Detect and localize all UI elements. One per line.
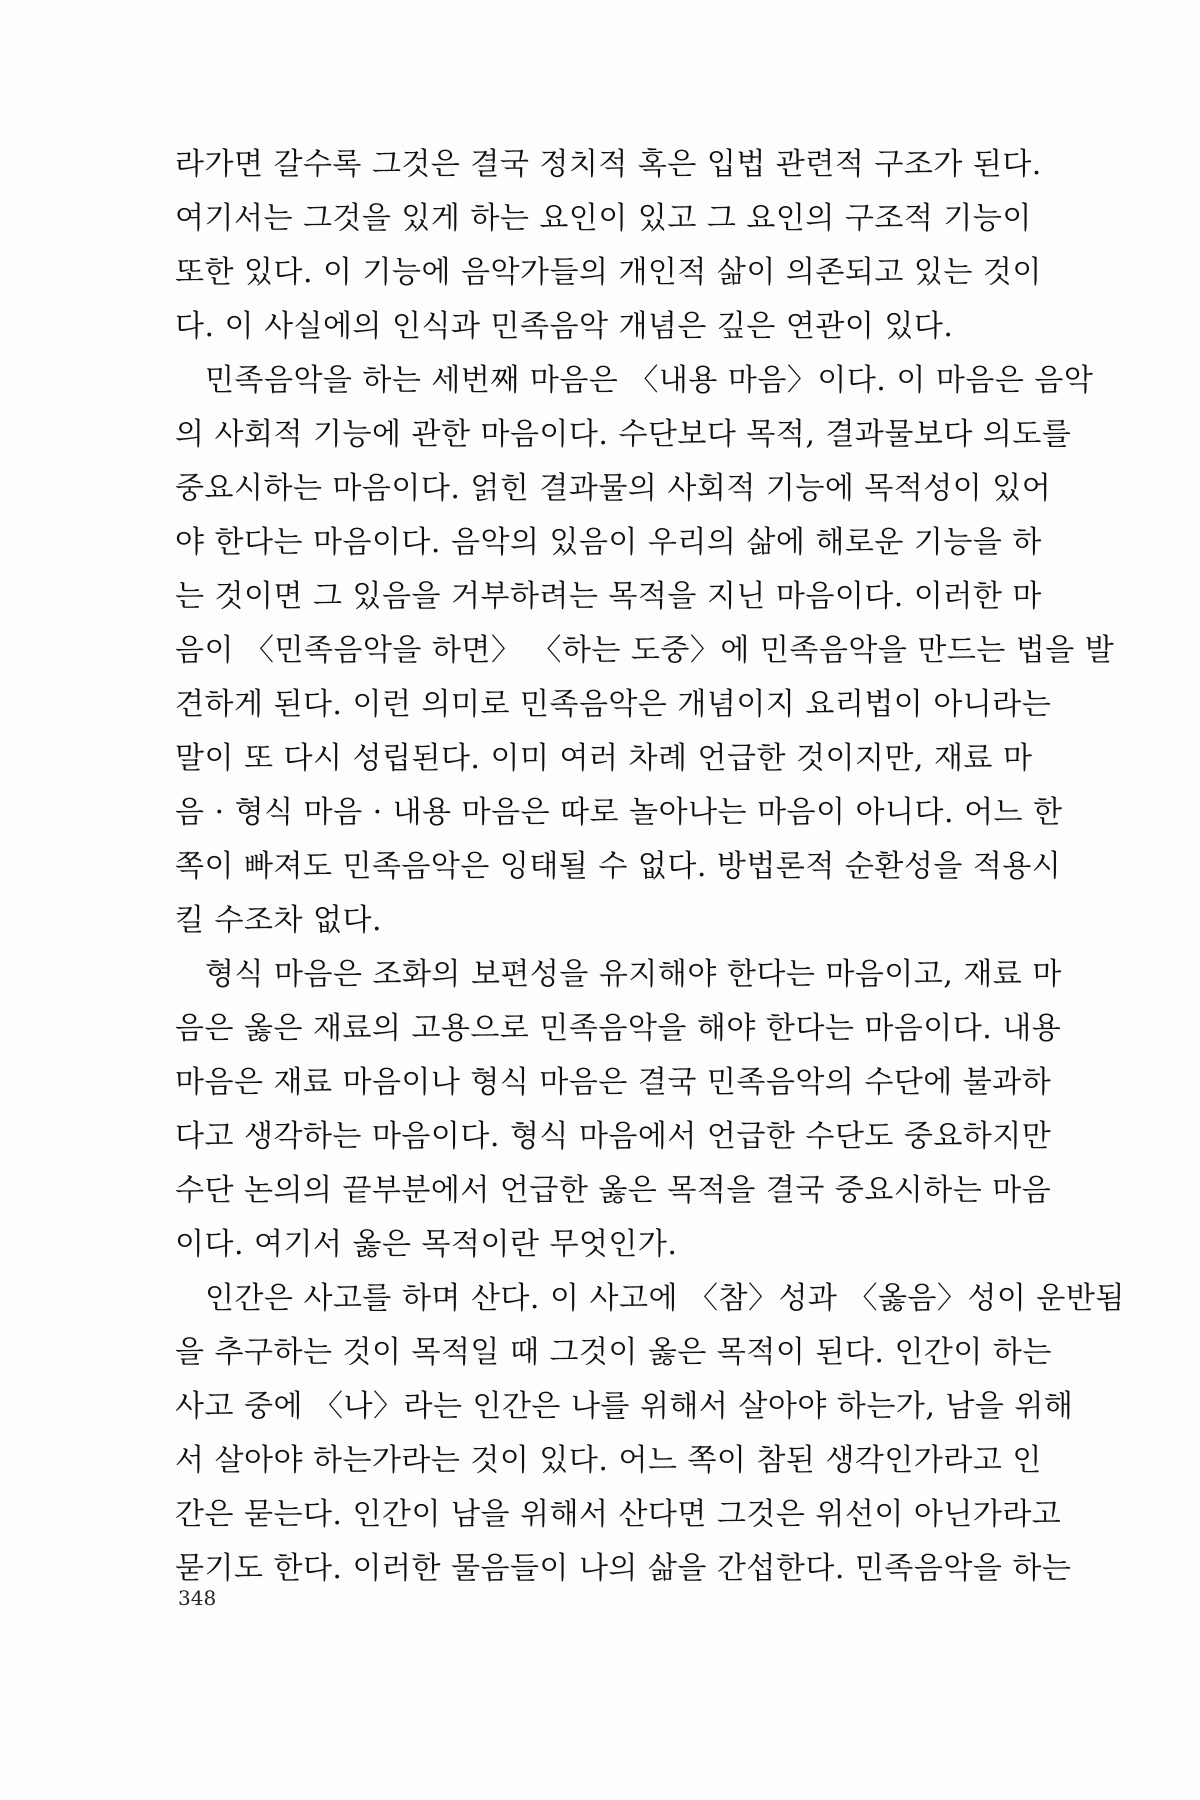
text-line: 마음은 재료 마음이나 형식 마음은 결국 민족음악의 수단에 불과하: [175, 1065, 1052, 1100]
text-line: 라가면 갈수록 그것은 결국 정치적 혹은 입법 관련적 구조가 된다.: [175, 147, 1042, 182]
text-line: 민족음악을 하는 세번째 마음은 〈내용 마음〉이다. 이 마음은 음악: [205, 363, 1094, 398]
page-number: 348: [178, 1586, 217, 1610]
text-line: 다. 이 사실에의 인식과 민족음악 개념은 깊은 연관이 있다.: [175, 309, 954, 344]
text-line: 또한 있다. 이 기능에 음악가들의 개인적 삶이 의존되고 있는 것이: [175, 255, 1042, 290]
text-line: 묻기도 한다. 이러한 물음들이 나의 삶을 간섭한다. 민족음악을 하는: [175, 1551, 1072, 1586]
body-text: [175, 138, 1125, 1596]
text-line: 말이 또 다시 성립된다. 이미 여러 차례 언급한 것이지만, 재료 마: [175, 741, 1033, 776]
text-line: 이다. 여기서 옳은 목적이란 무엇인가.: [175, 1227, 678, 1262]
text-line: 중요시하는 마음이다. 얽힌 결과물의 사회적 기능에 목적성이 있어: [175, 471, 1052, 506]
paragraph: [175, 138, 1042, 354]
text-line: 사고 중에 〈나〉라는 인간은 나를 위해서 살아야 하는가, 남을 위해: [175, 1389, 1074, 1424]
text-line: 서 살아야 하는가라는 것이 있다. 어느 쪽이 참된 생각인가라고 인: [175, 1443, 1042, 1478]
text-line: 는 것이면 그 있음을 거부하려는 목적을 지닌 마음이다. 이러한 마: [175, 579, 1042, 614]
text-line: 다고 생각하는 마음이다. 형식 마음에서 언급한 수단도 중요하지만: [175, 1119, 1052, 1154]
text-line: 간은 묻는다. 인간이 남을 위해서 산다면 그것은 위선이 아닌가라고: [175, 1497, 1062, 1532]
text-line: 킬 수조차 없다.: [175, 903, 382, 938]
text-line: 쪽이 빠져도 민족음악은 잉태될 수 없다. 방법론적 순환성을 적용시: [175, 849, 1062, 884]
text-line: 수단 논의의 끝부분에서 언급한 옳은 목적을 결국 중요시하는 마음: [175, 1173, 1052, 1208]
text-line: 견하게 된다. 이런 의미로 민족음악은 개념이지 요리법이 아니라는: [175, 687, 1052, 722]
text-line: 야 한다는 마음이다. 음악의 있음이 우리의 삶에 해로운 기능을 하: [175, 525, 1042, 560]
text-line: 을 추구하는 것이 목적일 때 그것이 옳은 목적이 된다. 인간이 하는: [175, 1335, 1052, 1370]
paragraph: [175, 354, 1115, 948]
text-line: 여기서는 그것을 있게 하는 요인이 있고 그 요인의 구조적 기능이: [175, 201, 1032, 236]
paragraph: [175, 1272, 1125, 1596]
text-line: 인간은 사고를 하며 산다. 이 사고에 〈참〉성과 〈옳음〉성이 운반됨: [205, 1281, 1125, 1316]
text-line: 음 · 형식 마음 · 내용 마음은 따로 놀아나는 마음이 아니다. 어느 한: [175, 795, 1063, 830]
text-line: 음은 옳은 재료의 고용으로 민족음악을 해야 한다는 마음이다. 내용: [175, 1011, 1062, 1046]
paragraph: [175, 948, 1062, 1272]
text-line: 의 사회적 기능에 관한 마음이다. 수단보다 목적, 결과물보다 의도를: [175, 417, 1072, 452]
text-line: 형식 마음은 조화의 보편성을 유지해야 한다는 마음이고, 재료 마: [205, 957, 1062, 992]
text-line: 음이 〈민족음악을 하면〉 〈하는 도중〉에 민족음악을 만드는 법을 발: [175, 633, 1115, 668]
